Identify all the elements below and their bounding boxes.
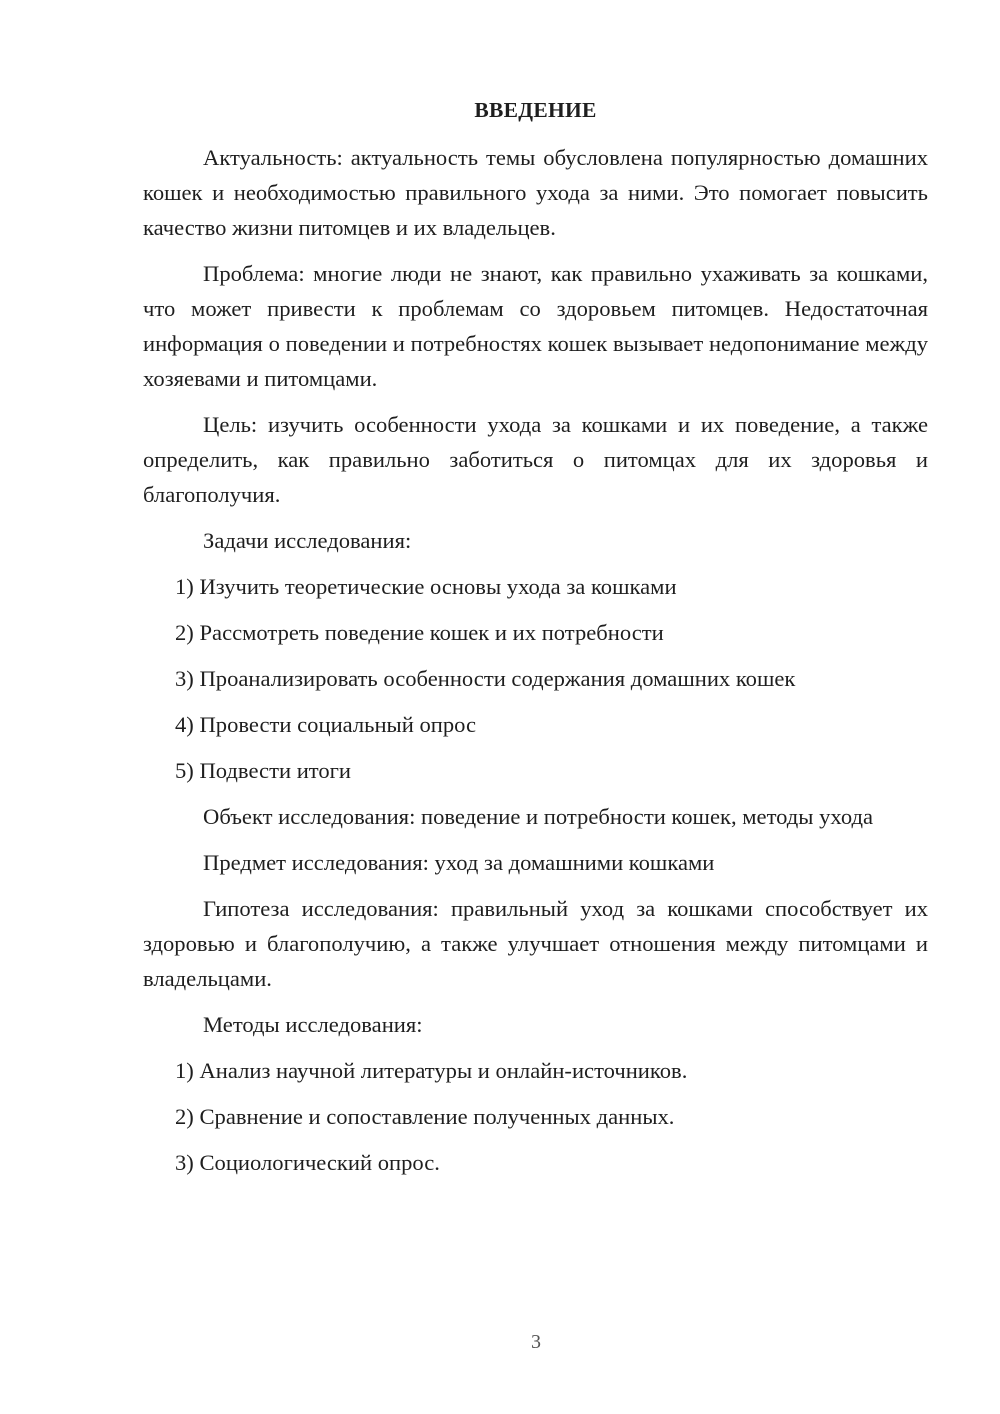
page-number: 3 [531, 1331, 541, 1353]
paragraph-subject: Предмет исследования: уход за домашними кошками [203, 850, 715, 875]
list-item: 4) Провести социальный опрос [175, 712, 477, 737]
paragraph-problem: Проблема: многие люди не знают, как правильно ухаживать за кошками, что может привести к проблемам со здоровьем питомцев. Недостаточная информация о поведении и потребностях кошек вызывает недопонимание между хозяевами и питомцами. [143, 261, 928, 391]
page-title: ВВЕДЕНИЕ [474, 98, 597, 122]
tasks-list [143, 569, 928, 788]
list-item: 2) Сравнение и сопоставление полученных данных. [175, 1104, 675, 1129]
list-item: 3) Социологический опрос. [175, 1150, 440, 1175]
methods-heading: Методы исследования: [203, 1012, 423, 1037]
methods-list [143, 1053, 928, 1180]
paragraph-hypothesis: Гипотеза исследования: правильный уход за кошками способствует их здоровью и благополучию, а также улучшает отношения между питомцами и владельцами. [143, 896, 928, 991]
list-item: 3) Проанализировать особенности содержания домашних кошек [175, 666, 796, 691]
list-item: 5) Подвести итоги [175, 758, 352, 783]
list-item: 1) Анализ научной литературы и онлайн-источников. [175, 1058, 688, 1083]
paragraph-goal: Цель: изучить особенности ухода за кошками и их поведение, а также определить, как правильно заботиться о питомцах для их здоровья и благополучия. [143, 412, 928, 507]
paragraph-object: Объект исследования: поведение и потребности кошек, методы ухода [203, 804, 874, 829]
list-item: 1) Изучить теоретические основы ухода за кошками [175, 574, 677, 599]
tasks-heading: Задачи исследования: [203, 528, 412, 553]
list-item: 2) Рассмотреть поведение кошек и их потребности [175, 620, 664, 645]
page-content [143, 93, 928, 1191]
paragraph-actuality: Актуальность: актуальность темы обусловлена популярностью домашних кошек и необходимостью правильного ухода за ними. Это помогает повысить качество жизни питомцев и их владельцев. [143, 145, 928, 240]
